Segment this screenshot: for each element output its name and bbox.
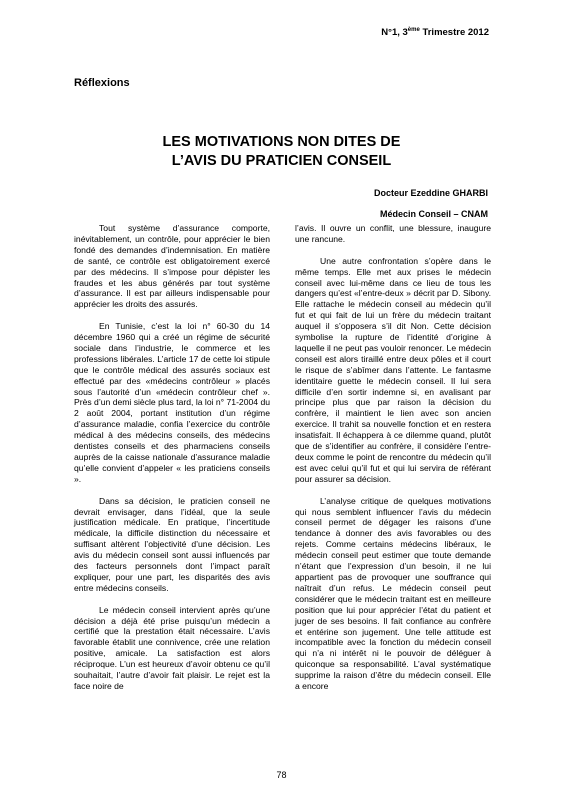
paragraph: L’analyse critique de quelques motivations qui nous semblent influencer l’avis du médecin conseil permet de dégager les raisons d’une tendance à donner des avis favorables ou des rejets. Comme certains médecins libéraux, le médecin conseil peut estimer que toute demande n’étant que l’expression d’un besoin, il ne lui appartient pas de provoquer une souffrance qui naîtrait d’un refus. Le médecin conseil peut considérer que le médecin traitant est en meilleure position que lui pour apprécier l’état du patient et juger de ses besoins. Il fait confiance au confrère et entérine son jugement. Une telle attitude est incompatible avec la fonction du médecin conseil qui n’a ni intérêt ni le pouvoir de déléguer à quiconque sa responsabilité. L’aval systématique supprime la raison d’être du médecin conseil. Elle a encore — [295, 495, 491, 692]
title-line: LES MOTIVATIONS NON DITES DE — [162, 134, 401, 150]
section-label: Réflexions — [74, 77, 130, 89]
left-column — [74, 223, 270, 703]
paragraph: En Tunisie, c’est la loi n° 60-30 du 14 décembre 1960 qui a créé un régime de sécurité sociale dans l’industrie, le commerce et les professions libérales. L’article 17 de cette loi stipule que le contrôle médical des assurés sociaux est effectué par des «médecins contrôleur » placés sous l’autorité d’un «médecin contrôleur chef ». Près d’un demi siècle plus tard, la loi n° 71-2004 du 2 août 2004, portant institution d’un régime d’assurance maladie, confia l’exercice du contrôle médical à des médecins conseils, des médecins dentistes conseils et des pharmaciens conseils auprès de la caisse nationale d’assurance maladie qu’elle convient d’appeler « les praticiens conseils ». — [74, 321, 270, 484]
paragraph: Une autre confrontation s’opère dans le même temps. Elle met aux prises le médecin conseil avec lui-même dans ce lieu de tous les dangers qu’est «l’entre-deux » décrit par D. Sibony. Elle rattache le médecin conseil au médecin qu’il fut et qui fait de lui un frère du médecin traitant auquel il s’opposera s’il dit Non. Cette décision symbolise la rupture de l’identité d’origine à laquelle il ne peut pas vouloir renoncer. Le médecin conseil est alors tiraillé entre deux pôles et il court le risque de s’abîmer dans l’attente. Le fantasme identitaire guette le médecin conseil. Il lui sera difficile d’en sortir indemne si, en avalisant par principe plus que par raison la décision du confrère, il maintient le lien avec son ancien exercice. Il trahit sa nouvelle fonction et en restera insatisfait. Il échappera à ce dilemme quand, plutôt que de s’identifier au confrère, il considère l’entre-deux comme le point de rencontre du médecin qu’il est avec celui qu’il fut et qui lui servira de référant pour assurer sa décision. — [295, 255, 491, 484]
right-column — [295, 223, 491, 703]
paragraph: l’avis. Il ouvre un conflit, une blessure, inaugure une rancune. — [295, 223, 491, 244]
article-title — [0, 133, 563, 171]
author-affiliation: Médecin Conseil – CNAM — [379, 209, 488, 219]
author-block — [374, 183, 488, 225]
paragraph: Dans sa décision, le praticien conseil ne devrait envisager, dans l’idéal, que la seule justification médicale. En pratique, l’incertitude médicale, la difficile distinction du nécessaire et suffisant altèrent l’objectivité d’une décision. Les avis du médecin conseil sont aussi influencés par des facteurs personnels dont l’impact paraît expliquer, pour une part, les disparités des avis entre médecins conseils. — [74, 495, 270, 593]
author-name: Docteur Ezeddine GHARBI — [373, 188, 488, 198]
issue-header: N°1, 3ème Trimestre 2012 — [381, 27, 489, 39]
paragraph: Le médecin conseil intervient après qu’une décision a déjà été prise puisqu’un médecin a certifié que la prestation était nécessaire. L’avis favorable établit une connivence, crée une relation positive, amicale. La satisfaction est alors réciproque. L’un est heureux d’avoir obtenu ce qu’il souhaitait, l’autre d’avoir fait plaisir. Le rejet est la face noire de — [74, 604, 270, 692]
page-number: 78 — [276, 770, 287, 780]
title-line: L’AVIS DU PRATICIEN CONSEIL — [171, 153, 392, 169]
paragraph: Tout système d’assurance comporte, inévitablement, un contrôle, pour apprécier le bien fondé des demandes d’indemnisation. En matière de santé, ce contrôle est obligatoirement exercé par des médecins. Il s’impose pour dépister les fraudes et les abus générés par tout système d’assurance. Il est par ailleurs indispensable pour apprécier les droits des assurés. — [74, 223, 270, 310]
